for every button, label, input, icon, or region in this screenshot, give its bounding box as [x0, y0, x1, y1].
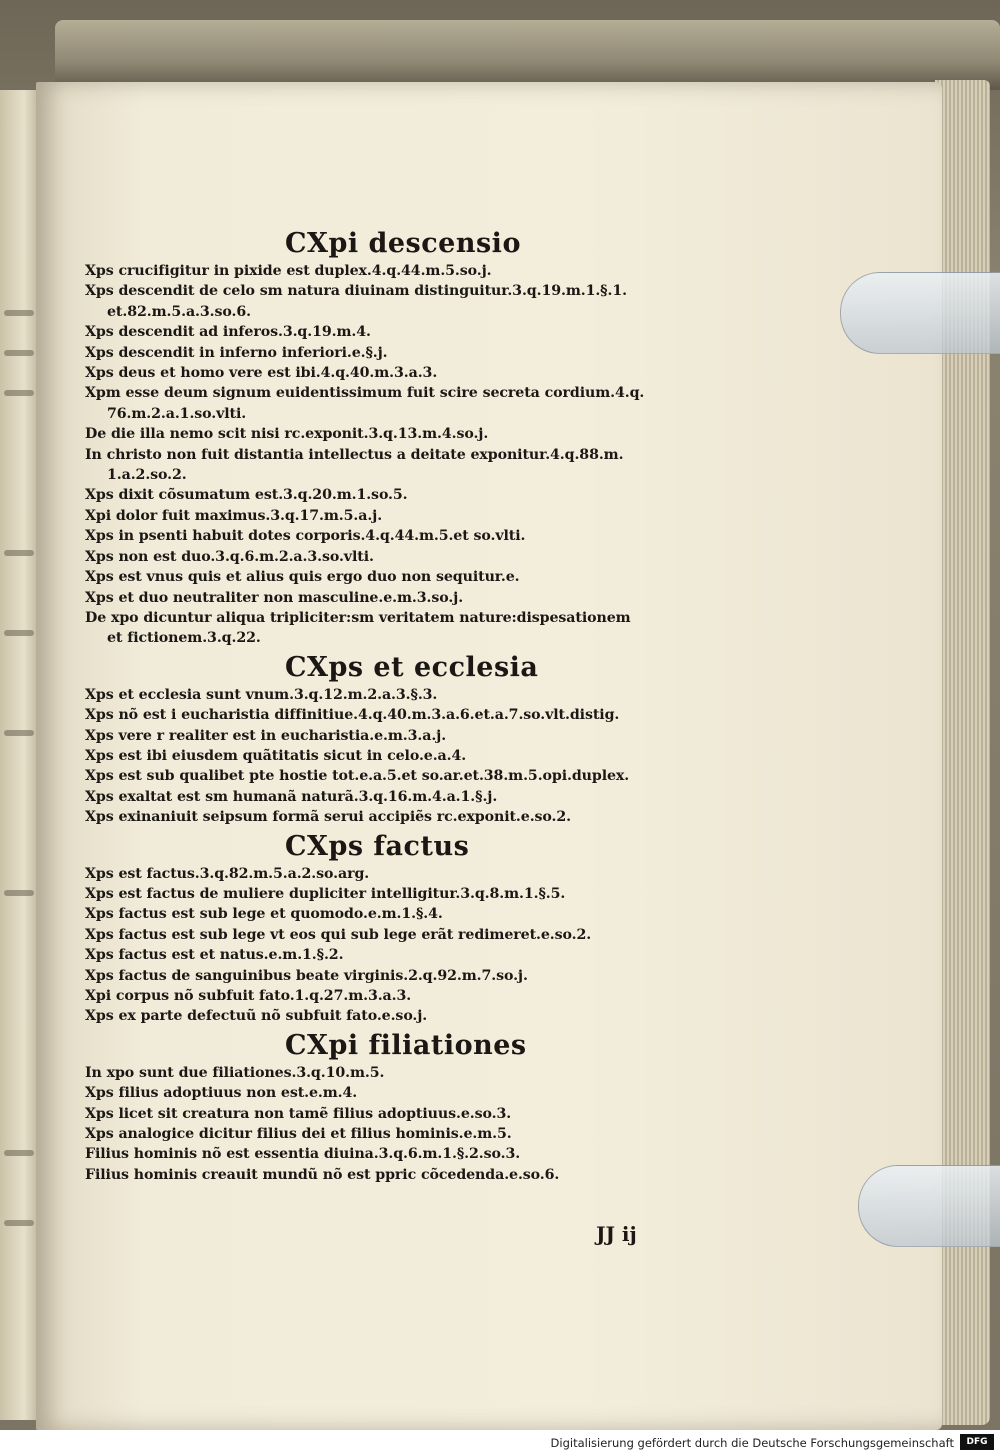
index-entry: Xps et duo neutraliter non masculine.e.m.3.so.j. [85, 589, 464, 606]
index-entry: et.82.m.5.a.3.so.6. [107, 303, 251, 320]
index-entry: Xps est sub qualibet pte hostie tot.e.a.5.et so.ar.et.38.m.5.opi.duplex. [85, 768, 630, 785]
index-entry: Xps est factus.3.q.82.m.5.a.2.so.arg. [85, 865, 370, 882]
index-entry: Xps in psenti habuit dotes corporis.4.q.44.m.5.et so.vlti. [85, 528, 526, 545]
index-entry: Xps filius adoptiuus non est.e.m.4. [85, 1085, 358, 1102]
dfg-logo: DFG [960, 1434, 994, 1450]
index-entry: Xps dixit cõsumatum est.3.q.20.m.1.so.5. [85, 487, 408, 504]
index-entry: Xps exinaniuit seipsum formã serui accipiẽs rc.exponit.e.so.2. [85, 809, 571, 826]
index-entry: Filius hominis nõ est essentia diuina.3.q.6.m.1.§.2.so.3. [85, 1146, 521, 1163]
index-entry: Filius hominis creauit mundũ nõ est ppric cõcedenda.e.so.6. [85, 1166, 560, 1183]
index-entry: Xps licet sit creatura non tamẽ filius adoptiuus.e.so.3. [85, 1105, 512, 1122]
index-entry: Xpi dolor fuit maximus.3.q.17.m.5.a.j. [85, 507, 383, 524]
section-heading: CXpi filiationes [285, 1029, 527, 1061]
index-entry: Xps factus est sub lege vt eos qui sub lege erãt redimeret.e.so.2. [85, 926, 592, 943]
section-heading: CXps et ecclesia [285, 651, 539, 683]
index-entry: Xps vere r realiter est in eucharistia.e.m.3.a.j. [85, 727, 447, 744]
index-entry: Xps crucifigitur in pixide est duplex.4.q.44.m.5.so.j. [85, 263, 492, 279]
signature-mark: JJ ij [596, 1222, 637, 1246]
index-entry: Xps non est duo.3.q.6.m.2.a.3.so.vlti. [85, 548, 374, 565]
index-entry: De xpo dicuntur aliqua tripliciter:sm veritatem nature:dispesationem [85, 609, 631, 626]
index-entry: De die illa nemo scit nisi rc.exponit.3.q.13.m.4.so.j. [85, 426, 489, 443]
section-heading: CXps factus [285, 830, 470, 862]
index-entry: Xps descendit in inferno inferiori.e.§.j. [85, 344, 388, 361]
index-entry: Xps factus est et natus.e.m.1.§.2. [85, 947, 344, 964]
index-entry: Xps analogice dicitur filius dei et filius hominis.e.m.5. [85, 1126, 512, 1143]
page-clamp-bottom [858, 1165, 1000, 1247]
index-entry: Xps est factus de muliere dupliciter intelligitur.3.q.8.m.1.§.5. [85, 885, 566, 902]
index-entry: et fictionem.3.q.22. [107, 630, 261, 647]
index-entry: Xps factus est sub lege et quomodo.e.m.1.§.4. [85, 906, 443, 923]
section-heading: CXpi descensio [285, 228, 521, 259]
index-entry: Xps descendit ad inferos.3.q.19.m.4. [85, 324, 371, 341]
index-entry: Xpi corpus nõ subfuit fato.1.q.27.m.3.a.3. [85, 988, 412, 1004]
index-entry: In xpo sunt due filiationes.3.q.10.m.5. [85, 1064, 385, 1081]
index-entry: Xps ex parte defectuũ nõ subfuit fato.e.so.j. [85, 1008, 428, 1025]
index-entry: 76.m.2.a.1.so.vlti. [107, 405, 247, 422]
index-entry: Xpm esse deum signum euidentissimum fuit scire secreta cordium.4.q. [85, 385, 645, 402]
index-entry: Xps factus de sanguinibus beate virginis.2.q.92.m.7.so.j. [85, 967, 528, 984]
index-entry: Xps exaltat est sm humanã naturã.3.q.16.m.4.a.1.§.j. [85, 788, 498, 805]
index-entry: Xps et ecclesia sunt vnum.3.q.12.m.2.a.3.§.3. [85, 686, 438, 703]
index-entry: 1.a.2.so.2. [107, 467, 187, 484]
index-entry: Xps nõ est i eucharistia diffinitiue.4.q.40.m.3.a.6.et.a.7.so.vlt.distig. [85, 707, 620, 724]
index-text-block [85, 225, 765, 1185]
book-cover-edge [55, 20, 1000, 90]
footer-credit: Digitalisierung gefördert durch die Deutsche Forschungsgemeinschaft [550, 1436, 954, 1450]
index-entry: Xps deus et homo vere est ibi.4.q.40.m.3.a.3. [85, 365, 438, 382]
index-entry: Xps descendit de celo sm natura diuinam distinguitur.3.q.19.m.1.§.1. [85, 283, 627, 300]
page-clamp-top [840, 272, 1000, 354]
index-entry: Xps est ibi eiusdem quãtitatis sicut in celo.e.a.4. [85, 747, 467, 764]
index-entry: In christo non fuit distantia intellectus a deitate exponitur.4.q.88.m. [85, 446, 624, 463]
index-entry: Xps est vnus quis et alius quis ergo duo non sequitur.e. [85, 569, 520, 586]
left-page-edge [0, 90, 40, 1420]
